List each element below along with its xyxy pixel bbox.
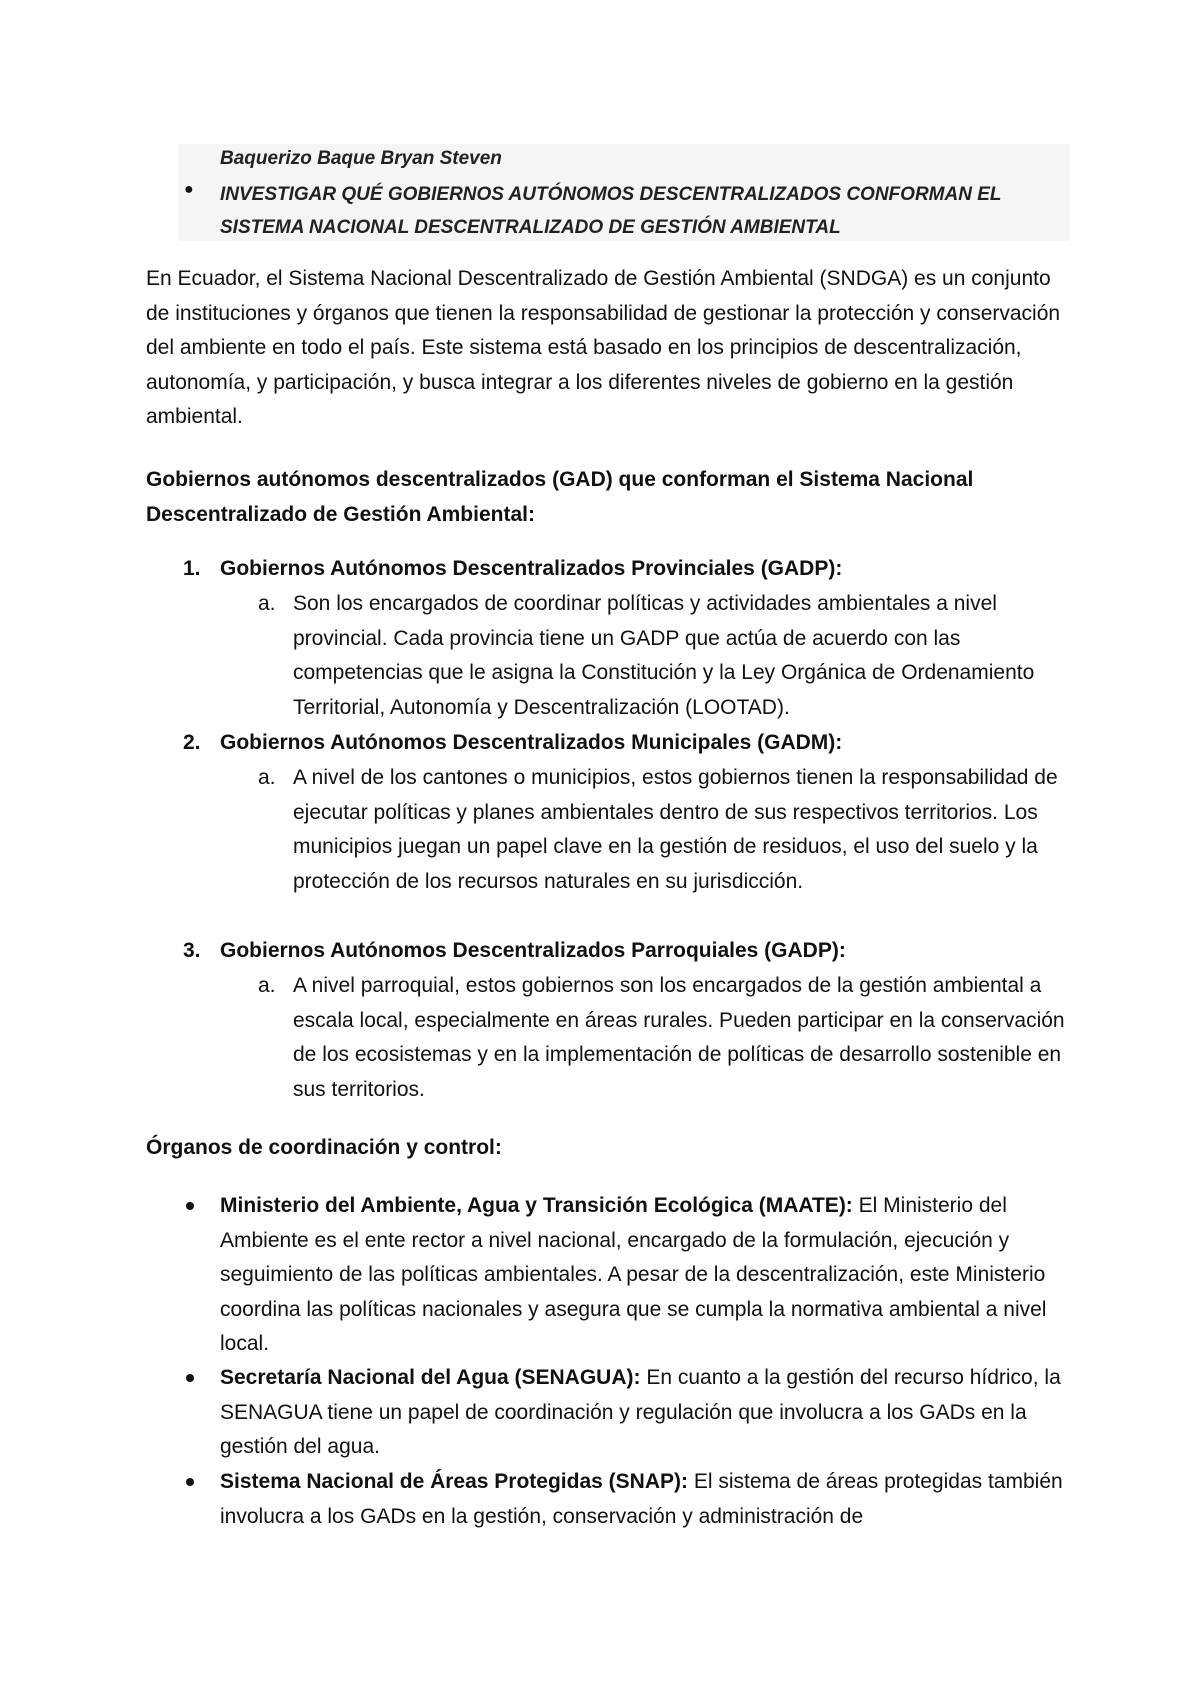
author-name: Baquerizo Baque Bryan Steven	[220, 148, 502, 169]
list-letter: a.	[258, 974, 276, 997]
list-item-title: Sistema Nacional de Áreas Protegidas (SNAP):	[220, 1470, 688, 1493]
list-item-title: Gobiernos Autónomos Descentralizados Parroquiales (GADP):	[220, 939, 846, 962]
document-title: INVESTIGAR QUÉ GOBIERNOS AUTÓNOMOS DESCENTRALIZADOS CONFORMAN EL SISTEMA NACIONAL DESCENTRALIZADO DE GESTIÓN AMBIENTAL	[220, 184, 1002, 238]
list-item-text: A nivel de los cantones o municipios, estos gobiernos tienen la responsabilidad de ejecutar políticas y planes ambientales dentro de sus respectivos territorios. Los municipios juegan un papel clave en la gestión de residuos, el uso del suelo y la protección de los recursos naturales en su jurisdicción.	[293, 766, 1058, 893]
organs-heading: Órganos de coordinación y control:	[146, 1136, 502, 1159]
list-item-title: Secretaría Nacional del Agua (SENAGUA):	[220, 1366, 641, 1389]
list-item	[220, 1361, 1075, 1465]
list-item	[220, 1189, 1075, 1362]
list-letter: a.	[258, 766, 276, 789]
list-number: 1.	[183, 557, 201, 580]
list-item-title: Gobiernos Autónomos Descentralizados Municipales (GADM):	[220, 731, 843, 754]
list-number: 3.	[183, 939, 201, 962]
list-item-title: Gobiernos Autónomos Descentralizados Provinciales (GADP):	[220, 557, 843, 580]
intro-paragraph: En Ecuador, el Sistema Nacional Descentralizado de Gestión Ambiental (SNDGA) es un conjunto de instituciones y órganos que tienen la responsabilidad de gestionar la protección y conservación del ambiente en todo el país. Este sistema está basado en los principios de descentralización, autonomía, y participación, y busca integrar a los diferentes niveles de gobierno en la gestión ambiental.	[146, 267, 1061, 428]
list-item	[220, 1465, 1075, 1534]
list-letter: a.	[258, 592, 276, 615]
bullet-icon: ●	[184, 181, 194, 198]
list-number: 2.	[183, 731, 201, 754]
list-item-text: A nivel parroquial, estos gobiernos son los encargados de la gestión ambiental a escala local, especialmente en áreas rurales. Pueden participar en la conservación de los ecosistemas y en la implementación de políticas de desarrollo sostenible en sus territorios.	[293, 974, 1065, 1101]
list-item-title: Ministerio del Ambiente, Agua y Transición Ecológica (MAATE):	[220, 1194, 853, 1217]
bullet-icon	[186, 1478, 194, 1486]
bullet-icon	[186, 1374, 194, 1382]
list-item-text: Son los encargados de coordinar políticas y actividades ambientales a nivel provincial. Cada provincia tiene un GADP que actúa de acuerdo con las competencias que le asigna la Constitución y la Ley Orgánica de Ordenamiento Territorial, Autonomía y Descentralización (LOOTAD).	[293, 592, 1035, 719]
list-item-text: En cuanto a la gestión del recurso hídrico, la SENAGUA tiene un papel de coordinación y regulación que involucra a los GADs en la gestión del agua.	[220, 1366, 1061, 1458]
gad-heading: Gobiernos autónomos descentralizados (GAD) que conforman el Sistema Nacional Descentralizado de Gestión Ambiental:	[146, 468, 974, 526]
list-item-text: El Ministerio del Ambiente es el ente rector a nivel nacional, encargado de la formulación, ejecución y seguimiento de las políticas ambientales. A pesar de la descentralización, este Ministerio coordina las políticas nacionales y asegura que se cumpla la normativa ambiental a nivel local.	[220, 1194, 1047, 1355]
bullet-icon	[186, 1202, 194, 1210]
list-item-text: El sistema de áreas protegidas también involucra a los GADs en la gestión, conservación y administración de	[220, 1470, 1063, 1528]
